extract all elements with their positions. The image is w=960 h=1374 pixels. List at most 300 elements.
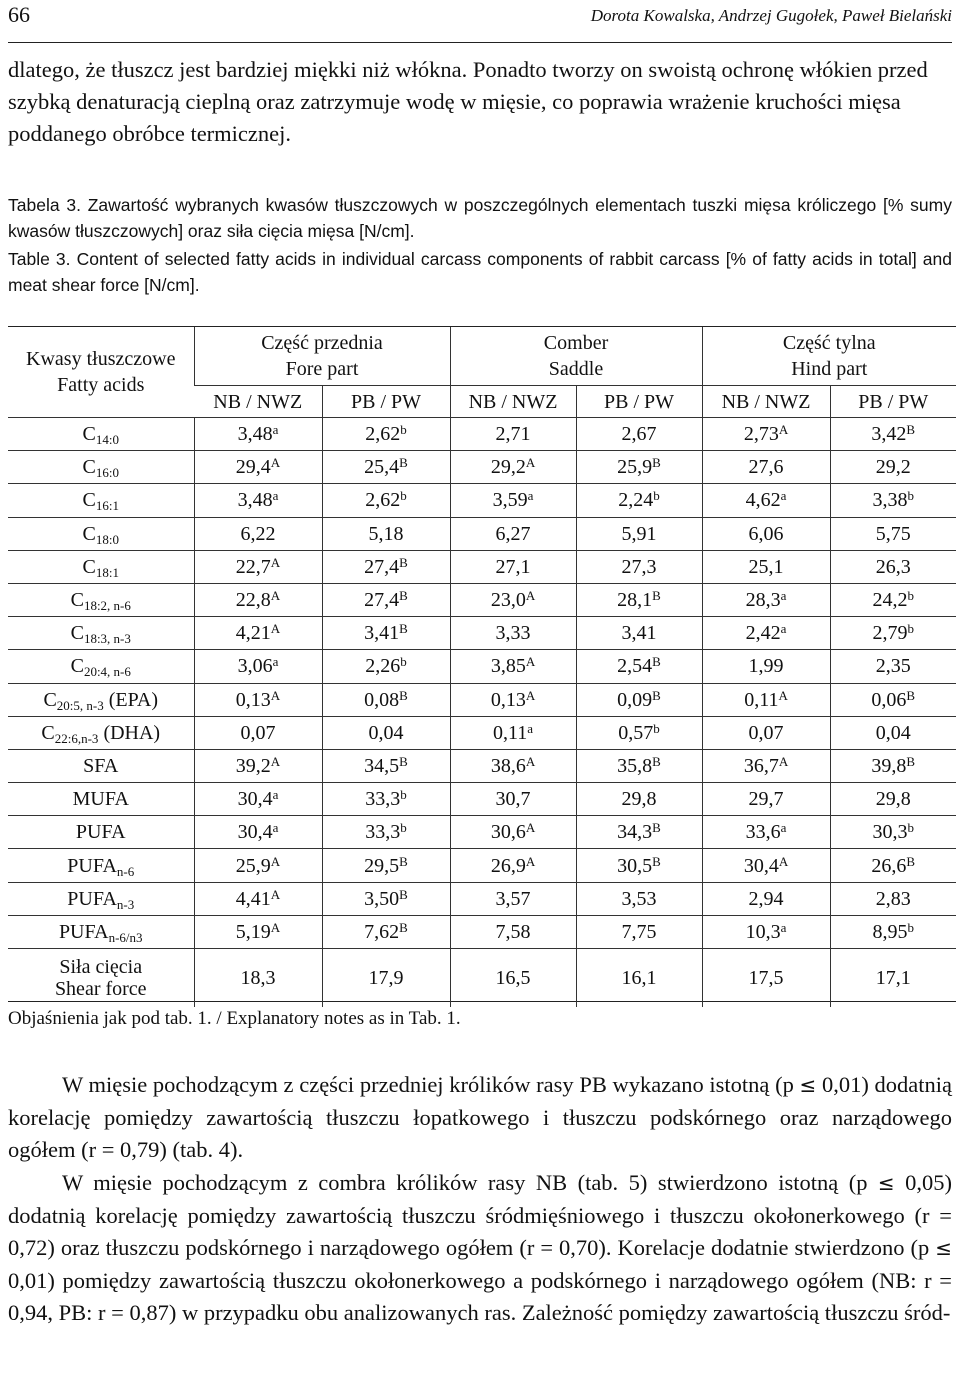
group-label-pl: Część tylna xyxy=(782,332,876,354)
value-cell xyxy=(830,550,956,583)
cell-value: 35,8 xyxy=(617,754,653,777)
breed-header: PB / PW xyxy=(830,386,956,418)
value-cell xyxy=(194,583,322,616)
acid-subscript: n-6 xyxy=(116,863,135,879)
shear-force-value: 17,1 xyxy=(830,949,956,1008)
value-cell xyxy=(194,716,322,749)
fatty-acid-label xyxy=(8,418,194,451)
value-cell xyxy=(322,550,450,583)
cell-value: 3,53 xyxy=(621,887,657,910)
acid-name: C xyxy=(82,423,96,446)
cell-value: 3,38 xyxy=(872,489,908,512)
table-row xyxy=(8,683,956,716)
cell-value: 30,3 xyxy=(872,821,908,844)
value-cell xyxy=(576,749,702,782)
cell-value: 38,6 xyxy=(490,754,526,777)
table-body xyxy=(8,418,956,1008)
cell-value: 33,3 xyxy=(365,788,401,811)
significance-letter: b xyxy=(653,720,660,736)
cell-value: 0,06 xyxy=(871,688,907,711)
cell-value: 2,67 xyxy=(621,423,657,446)
value-cell xyxy=(576,683,702,716)
significance-letter: a xyxy=(527,720,534,736)
cell-value: 33,3 xyxy=(365,821,401,844)
cell-value: 5,19 xyxy=(235,920,271,943)
fatty-acid-label xyxy=(8,517,194,550)
value-cell xyxy=(576,517,702,550)
significance-letter: B xyxy=(399,588,408,604)
acid-subscript: 22:6,n-3 xyxy=(54,730,99,746)
table-row xyxy=(8,783,956,816)
cell-value: 10,3 xyxy=(745,920,781,943)
value-cell xyxy=(830,617,956,650)
breed-header: NB / NWZ xyxy=(194,386,322,418)
cell-value: 2,73 xyxy=(743,423,779,446)
shear-force-value: 17,9 xyxy=(322,949,450,1008)
value-cell xyxy=(702,849,830,882)
value-cell xyxy=(576,617,702,650)
value-cell xyxy=(830,783,956,816)
cell-value: 26,6 xyxy=(871,854,907,877)
value-cell xyxy=(194,517,322,550)
fatty-acid-label xyxy=(8,915,194,948)
value-cell xyxy=(702,650,830,683)
cell-value: 7,58 xyxy=(495,920,531,943)
value-cell xyxy=(450,683,576,716)
value-cell xyxy=(830,418,956,451)
value-cell xyxy=(450,451,576,484)
significance-letter: b xyxy=(907,820,915,836)
group-label-en: Saddle xyxy=(548,358,604,380)
significance-letter: A xyxy=(270,687,281,703)
cell-value: 27,6 xyxy=(748,456,784,479)
value-cell xyxy=(450,849,576,882)
value-cell xyxy=(450,716,576,749)
significance-letter: A xyxy=(778,853,789,869)
value-cell xyxy=(830,816,956,849)
para1-text-a: W mięsie pochodzącym z części przedniej królików rasy PB wykazano istotną (p xyxy=(62,1072,800,1097)
significance-letter: A xyxy=(778,753,789,769)
acid-name: MUFA xyxy=(72,788,129,811)
value-cell xyxy=(322,915,450,948)
value-cell xyxy=(194,749,322,782)
significance-letter: A xyxy=(270,588,281,604)
acid-name: C xyxy=(70,622,84,645)
shear-force-value: 16,5 xyxy=(450,949,576,1008)
cell-value: 29,8 xyxy=(875,788,911,811)
significance-letter: A xyxy=(270,554,281,570)
para2-text-b: 0,05) dodatnią korelację pomiędzy zawartością tłuszczu śródmięśniowego i tłuszczu okołonerkowego (r = 0,72) oraz tłuszczu podskórnego i narządowego ogółem (r = 0,70). Korelacje dodatnie stwierdzono (p xyxy=(8,1170,952,1260)
cell-value: 4,41 xyxy=(235,887,271,910)
significance-letter: A xyxy=(778,687,788,703)
significance-letter: B xyxy=(399,455,408,471)
para1-text-b: 0,01) dodatnią korelację pomiędzy zawartością tłuszczu łopatkowego i tłuszczu podskórnego oraz narządowego ogółem (r = 0,79) (tab. 4). xyxy=(8,1072,953,1162)
acid-name: C xyxy=(70,655,84,678)
cell-value: 28,3 xyxy=(745,589,781,612)
value-cell xyxy=(194,915,322,948)
acid-subscript: 18:2, n-6 xyxy=(83,598,131,614)
significance-letter: A xyxy=(270,621,281,637)
value-cell xyxy=(576,650,702,683)
intro-paragraph: dlatego, że tłuszcz jest bardziej miękki niż włókna. Ponadto tworzy on swoistą ochronę włókien przed szybką denaturacją cieplną oraz zatrzymuje wodę w mięsie, co poprawia wrażenie kruchości mięsa poddanego obróbce termicznej. xyxy=(8,57,928,146)
acid-name: C xyxy=(41,721,55,744)
significance-letter: a xyxy=(272,820,279,836)
table-row xyxy=(8,418,956,451)
group-label-en: Hind part xyxy=(791,358,868,380)
cell-value: 29,2 xyxy=(875,456,911,479)
table-row xyxy=(8,816,956,849)
acid-name: C xyxy=(70,589,84,612)
significance-letter: B xyxy=(652,820,661,836)
cell-value: 1,99 xyxy=(748,655,784,678)
value-cell xyxy=(576,816,702,849)
shear-force-value: 18,3 xyxy=(194,949,322,1008)
significance-letter: A xyxy=(525,820,536,836)
value-cell xyxy=(576,451,702,484)
significance-letter: B xyxy=(906,687,916,703)
cell-value: 6,22 xyxy=(240,522,276,545)
cell-value: 23,0 xyxy=(490,589,526,612)
cell-value: 30,4 xyxy=(237,821,273,844)
group-header-saddle xyxy=(450,327,702,386)
value-cell xyxy=(830,683,956,716)
cell-value: 3,42 xyxy=(871,423,907,446)
cell-value: 30,6 xyxy=(490,821,526,844)
value-cell xyxy=(702,484,830,517)
shear-force-label-pl: Siła cięcia xyxy=(59,956,143,978)
value-cell xyxy=(576,484,702,517)
cell-value: 22,7 xyxy=(235,555,271,578)
value-cell xyxy=(830,915,956,948)
cell-value: 39,2 xyxy=(235,754,271,777)
significance-letter: b xyxy=(907,621,915,637)
cell-value: 0,13 xyxy=(235,688,271,711)
fatty-acid-label xyxy=(8,650,194,683)
row-header-cell xyxy=(8,327,194,418)
cell-value: 0,07 xyxy=(240,721,276,744)
acid-name: PUFA xyxy=(75,821,126,844)
value-cell xyxy=(322,683,450,716)
table-row xyxy=(8,915,956,948)
cell-value: 5,75 xyxy=(875,522,911,545)
cell-value: 0,08 xyxy=(364,688,400,711)
group-label-pl: Comber xyxy=(543,332,609,354)
cell-value: 8,95 xyxy=(872,920,908,943)
group-header-fore xyxy=(194,327,450,386)
significance-letter: b xyxy=(653,488,660,504)
value-cell xyxy=(576,882,702,915)
value-cell xyxy=(702,550,830,583)
cell-value: 34,3 xyxy=(617,821,653,844)
significance-letter: a xyxy=(780,919,787,935)
cell-value: 30,4 xyxy=(743,854,779,877)
cell-value: 0,09 xyxy=(617,688,653,711)
significance-letter: a xyxy=(272,787,279,803)
value-cell xyxy=(702,517,830,550)
value-cell xyxy=(450,915,576,948)
value-cell xyxy=(702,749,830,782)
cell-value: 34,5 xyxy=(364,754,400,777)
fatty-acid-label xyxy=(8,849,194,882)
cell-value: 25,9 xyxy=(617,456,653,479)
significance-letter: b xyxy=(907,919,915,935)
cell-value: 33,6 xyxy=(745,821,781,844)
value-cell xyxy=(194,783,322,816)
acid-name: PUFA xyxy=(67,887,117,910)
value-cell xyxy=(322,617,450,650)
significance-letter: B xyxy=(399,753,408,769)
value-cell xyxy=(576,915,702,948)
significance-letter: a xyxy=(780,820,787,836)
value-cell xyxy=(702,783,830,816)
value-cell xyxy=(830,749,956,782)
acid-subscript: 20:5, n-3 xyxy=(56,697,104,713)
body-paragraph-2 xyxy=(8,1167,952,1330)
cell-value: 3,41 xyxy=(621,622,657,645)
acid-name: SFA xyxy=(83,754,119,777)
acid-suffix: (EPA) xyxy=(103,688,159,711)
para2-text-c: 0,01) pomiędzy zawartością tłuszczu okołonerkowego a podskórnego i narządowego ogółem (NB: r = 0,94, PB: r = 0,87) w przypadku obu analizowanych ras. Zależność pomiędzy zawartością tłuszczu śród- xyxy=(8,1267,952,1325)
value-cell xyxy=(322,650,450,683)
table-note: Objaśnienia jak pod tab. 1. / Explanatory notes as in Tab. 1. xyxy=(8,1008,461,1029)
significance-letter: B xyxy=(399,919,408,935)
acid-suffix: (DHA) xyxy=(98,721,161,744)
table-row xyxy=(8,517,956,550)
value-cell xyxy=(576,418,702,451)
significance-letter: B xyxy=(652,687,661,703)
significance-letter: B xyxy=(399,886,408,902)
shear-force-label xyxy=(8,949,194,1008)
acid-name: C xyxy=(82,522,96,545)
value-cell xyxy=(576,583,702,616)
table-row xyxy=(8,849,956,882)
cell-value: 7,75 xyxy=(621,920,657,943)
acid-subscript: 18:1 xyxy=(95,564,119,580)
value-cell xyxy=(322,882,450,915)
value-cell xyxy=(322,849,450,882)
value-cell xyxy=(702,816,830,849)
value-cell xyxy=(830,650,956,683)
significance-letter: b xyxy=(400,422,407,438)
value-cell xyxy=(322,451,450,484)
cell-value: 27,1 xyxy=(495,555,531,578)
significance-letter: B xyxy=(652,654,661,670)
table-row xyxy=(8,882,956,915)
value-cell xyxy=(322,517,450,550)
cell-value: 3,57 xyxy=(495,887,531,910)
page-header xyxy=(8,0,952,43)
significance-letter: A xyxy=(525,753,536,769)
fatty-acid-label xyxy=(8,683,194,716)
group-header-hind xyxy=(702,327,956,386)
cell-value: 0,57 xyxy=(618,721,654,744)
table-row xyxy=(8,650,956,683)
significance-letter: b xyxy=(400,820,407,836)
significance-letter: A xyxy=(270,886,281,902)
table-row xyxy=(8,749,956,782)
cell-value: 2,42 xyxy=(745,622,781,645)
page-number: 66 xyxy=(8,2,30,27)
cell-value: 5,18 xyxy=(368,522,404,545)
significance-letter: B xyxy=(906,853,916,869)
significance-letter: A xyxy=(270,455,281,471)
value-cell xyxy=(322,583,450,616)
acid-name: C xyxy=(82,555,96,578)
fatty-acids-table-wrapper xyxy=(8,326,956,1002)
significance-letter: B xyxy=(399,687,408,703)
fatty-acid-label xyxy=(8,451,194,484)
row-header-pl: Kwasy tłuszczowe xyxy=(26,348,176,370)
value-cell xyxy=(322,816,450,849)
table-caption-pl: Tabela 3. Zawartość wybranych kwasów tłuszczowych w poszczególnych elementach tuszki mięsa króliczego [% sumy kwasów tłuszczowych] oraz siła cięcia mięsa [N/cm]. xyxy=(8,195,952,241)
para2-text-a: W mięsie pochodzącym z combra królików rasy NB (tab. 5) stwierdzono istotną (p xyxy=(62,1170,878,1195)
acid-name: C xyxy=(82,489,96,512)
value-cell xyxy=(576,783,702,816)
shear-force-row xyxy=(8,949,956,1008)
fatty-acid-label xyxy=(8,882,194,915)
value-cell xyxy=(322,716,450,749)
cell-value: 2,83 xyxy=(875,887,911,910)
cell-value: 0,11 xyxy=(744,688,779,711)
cell-value: 27,4 xyxy=(364,589,400,612)
acid-subscript: n-3 xyxy=(116,896,135,912)
significance-letter: a xyxy=(780,488,787,504)
significance-letter: b xyxy=(400,654,407,670)
value-cell xyxy=(450,617,576,650)
acid-name: C xyxy=(82,456,96,479)
table-row xyxy=(8,583,956,616)
value-cell xyxy=(194,550,322,583)
table-row xyxy=(8,451,956,484)
cell-value: 5,91 xyxy=(621,522,657,545)
fatty-acids-table xyxy=(8,327,956,1007)
significance-letter: a xyxy=(780,588,787,604)
value-cell xyxy=(830,517,956,550)
cell-value: 26,9 xyxy=(490,854,526,877)
acid-subscript: n-6/n3 xyxy=(108,929,143,945)
cell-value: 27,4 xyxy=(364,555,400,578)
cell-value: 2,62 xyxy=(365,423,401,446)
value-cell xyxy=(702,915,830,948)
value-cell xyxy=(830,484,956,517)
value-cell xyxy=(450,418,576,451)
cell-value: 0,04 xyxy=(875,721,911,744)
cell-value: 3,41 xyxy=(364,622,400,645)
cell-value: 2,79 xyxy=(872,622,908,645)
cell-value: 6,27 xyxy=(495,522,531,545)
significance-letter: A xyxy=(270,853,281,869)
significance-letter: B xyxy=(906,422,916,438)
value-cell xyxy=(450,749,576,782)
less-equal-symbol: ≤ xyxy=(935,1236,952,1260)
cell-value: 7,62 xyxy=(364,920,400,943)
cell-value: 3,33 xyxy=(495,622,531,645)
cell-value: 0,04 xyxy=(368,721,404,744)
value-cell xyxy=(450,517,576,550)
significance-letter: b xyxy=(907,488,915,504)
cell-value: 3,50 xyxy=(364,887,400,910)
significance-letter: B xyxy=(652,853,661,869)
acid-name: PUFA xyxy=(58,920,109,943)
significance-letter: A xyxy=(270,753,281,769)
value-cell xyxy=(194,650,322,683)
table-row xyxy=(8,617,956,650)
breed-header: NB / NWZ xyxy=(702,386,830,418)
cell-value: 30,7 xyxy=(495,788,531,811)
breed-header: NB / NWZ xyxy=(450,386,576,418)
shear-force-value: 17,5 xyxy=(702,949,830,1008)
significance-letter: A xyxy=(270,919,281,935)
cell-value: 3,48 xyxy=(237,489,273,512)
row-header-en: Fatty acids xyxy=(57,374,145,396)
cell-value: 2,62 xyxy=(365,489,401,512)
significance-letter: a xyxy=(272,488,279,504)
fatty-acid-label xyxy=(8,749,194,782)
value-cell xyxy=(450,583,576,616)
running-head-authors: Dorota Kowalska, Andrzej Gugołek, Paweł Bielański xyxy=(590,6,952,25)
cell-value: 29,4 xyxy=(235,456,271,479)
value-cell xyxy=(702,451,830,484)
significance-letter: B xyxy=(652,588,661,604)
value-cell xyxy=(322,484,450,517)
cell-value: 3,06 xyxy=(237,655,273,678)
cell-value: 2,94 xyxy=(748,887,784,910)
cell-value: 30,4 xyxy=(237,788,273,811)
cell-value: 26,3 xyxy=(875,555,911,578)
value-cell xyxy=(322,783,450,816)
value-cell xyxy=(576,716,702,749)
value-cell xyxy=(830,882,956,915)
value-cell xyxy=(322,418,450,451)
value-cell xyxy=(576,550,702,583)
value-cell xyxy=(830,583,956,616)
group-label-pl: Część przednia xyxy=(261,332,383,354)
significance-letter: a xyxy=(780,621,787,637)
cell-value: 3,59 xyxy=(492,489,528,512)
value-cell xyxy=(194,451,322,484)
cell-value: 2,71 xyxy=(495,423,531,446)
significance-letter: A xyxy=(525,687,536,703)
cell-value: 29,5 xyxy=(364,854,400,877)
cell-value: 30,5 xyxy=(617,854,653,877)
cell-value: 4,62 xyxy=(745,489,781,512)
acid-subscript: 20:4, n-6 xyxy=(83,664,131,680)
cell-value: 2,54 xyxy=(617,655,653,678)
cell-value: 0,07 xyxy=(748,721,784,744)
significance-letter: B xyxy=(399,554,408,570)
acid-subscript: 18:0 xyxy=(95,531,119,547)
cell-value: 27,3 xyxy=(621,555,657,578)
cell-value: 0,13 xyxy=(490,688,526,711)
acid-subscript: 14:0 xyxy=(95,432,119,448)
value-cell xyxy=(702,683,830,716)
cell-value: 25,1 xyxy=(748,555,784,578)
table-row xyxy=(8,716,956,749)
cell-value: 25,9 xyxy=(235,854,271,877)
body-paragraph-1 xyxy=(8,1069,952,1167)
cell-value: 22,8 xyxy=(235,589,271,612)
value-cell xyxy=(322,749,450,782)
cell-value: 36,7 xyxy=(743,754,779,777)
cell-value: 29,8 xyxy=(621,788,657,811)
value-cell xyxy=(576,849,702,882)
acid-name: C xyxy=(43,688,57,711)
cell-value: 2,35 xyxy=(875,655,911,678)
significance-letter: B xyxy=(906,753,916,769)
cell-value: 3,48 xyxy=(237,423,273,446)
fatty-acid-label xyxy=(8,783,194,816)
value-cell xyxy=(702,882,830,915)
